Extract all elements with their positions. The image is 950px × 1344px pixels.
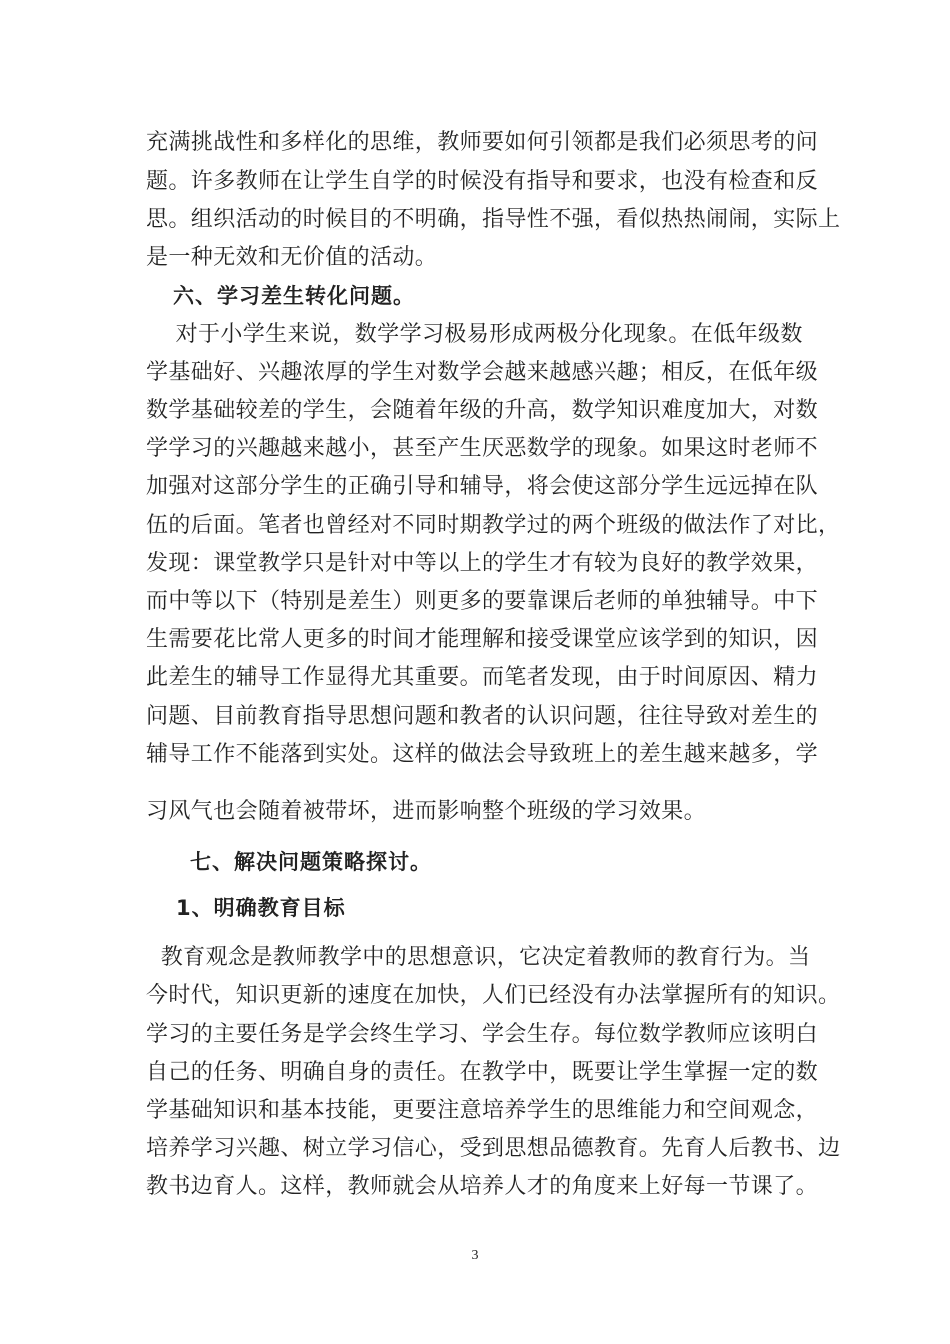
paragraph-line: 学习的主要任务是学会终生学习、学会生存。每位数学教师应该明白	[146, 1022, 819, 1047]
paragraph-line: 加强对这部分学生的正确引导和辅导，将会使这部分学生远远掉在队	[146, 474, 819, 499]
paragraph-line: 是一种无效和无价值的活动。	[146, 245, 438, 270]
paragraph-line: 数学基础较差的学生，会随着年级的升高，数学知识难度加大，对数	[146, 398, 819, 423]
paragraph-line: 今时代，知识更新的速度在加快，人们已经没有办法掌握所有的知识。	[146, 983, 841, 1008]
paragraph-line: 此差生的辅导工作显得尤其重要。而笔者发现，由于时间原因、精力	[146, 665, 819, 690]
paragraph-line: 习风气也会随着被带坏，进而影响整个班级的学习效果。	[146, 799, 707, 824]
subsection-heading-1: 1、明确教育目标	[176, 896, 346, 920]
paragraph-line: 题。许多教师在让学生自学的时候没有指导和要求，也没有检查和反	[146, 169, 819, 194]
paragraph-line: 而中等以下（特别是差生）则更多的要靠课后老师的单独辅导。中下	[146, 589, 819, 614]
paragraph-line: 生需要花比常人更多的时间才能理解和接受课堂应该学到的知识，因	[146, 627, 819, 652]
paragraph-line: 伍的后面。笔者也曾经对不同时期教学过的两个班级的做法作了对比，	[146, 513, 841, 538]
paragraph-line: 自己的任务、明确自身的责任。在教学中，既要让学生掌握一定的数	[146, 1060, 819, 1085]
page-number: 3	[471, 1248, 479, 1263]
paragraph-line: 学基础知识和基本技能，更要注意培养学生的思维能力和空间观念，	[146, 1098, 819, 1123]
paragraph-line: 问题、目前教育指导思想问题和教者的认识问题，往往导致对差生的	[146, 704, 819, 729]
paragraph-line: 对于小学生来说，数学学习极易形成两极分化现象。在低年级数	[146, 322, 803, 347]
section-heading-6: 六、学习差生转化问题。	[173, 284, 415, 308]
paragraph-line: 充满挑战性和多样化的思维，教师要如何引领都是我们必须思考的问	[146, 130, 819, 155]
paragraph-line: 学学习的兴趣越来越小，甚至产生厌恶数学的现象。如果这时老师不	[146, 436, 819, 461]
section-heading-7: 七、解决问题策略探讨。	[190, 850, 432, 874]
paragraph-line: 教书边育人。这样，教师就会从培养人才的角度来上好每一节课了。	[146, 1174, 819, 1199]
paragraph-line: 发现：课堂教学只是针对中等以上的学生才有较为良好的教学效果，	[146, 551, 819, 576]
paragraph-line: 辅导工作不能落到实处。这样的做法会导致班上的差生越来越多，学	[146, 742, 819, 767]
paragraph-line: 教育观念是教师教学中的思想意识，它决定着教师的教育行为。当	[146, 945, 811, 970]
paragraph-line: 思。组织活动的时候目的不明确，指导性不强，看似热热闹闹，实际上	[146, 207, 841, 232]
paragraph-line: 培养学习兴趣、树立学习信心，受到思想品德教育。先育人后教书、边	[146, 1136, 841, 1161]
paragraph-line: 学基础好、兴趣浓厚的学生对数学会越来越感兴趣；相反，在低年级	[146, 360, 819, 385]
